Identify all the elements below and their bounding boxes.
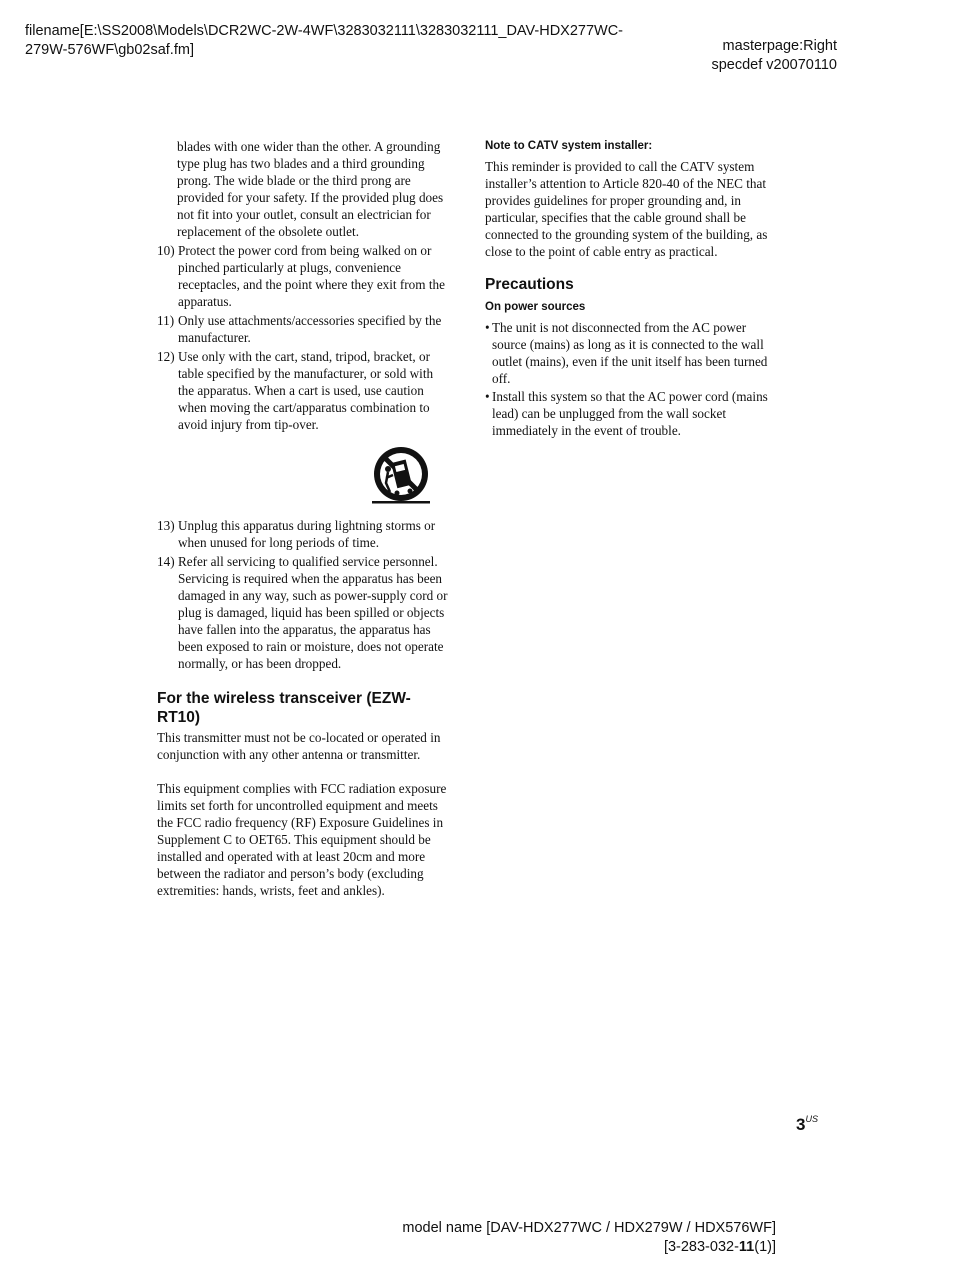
fcc-exposure-paragraph: This equipment complies with FCC radiation exposure limits set forth for uncontrolled equipment and meets the FCC radio frequency (RF) Exposure Guidelines in Supplement C to OET65. This equipment should be installed and operated with at least 20cm and more between the radiator and person’s body (excluding extremities: hands, wrists, feet and ankles). bbox=[157, 781, 447, 898]
masterpage-label: masterpage:Right bbox=[722, 38, 837, 54]
item-number: 11) bbox=[157, 313, 175, 328]
item-text: Only use attachments/accessories specified by the manufacturer. bbox=[178, 313, 442, 345]
item-text: Refer all servicing to qualified service personnel. Servicing is required when the apparatus has been damaged in any way, such as power-supply cord or plug is damaged, liquid has been spilled or objects have fallen into the apparatus, the apparatus has been exposed to rain or moisture, does not operate normally, or has been dropped. bbox=[178, 554, 448, 671]
footer bbox=[402, 1219, 776, 1257]
bullet-mark: • bbox=[485, 389, 490, 404]
item-number: 12) bbox=[157, 349, 175, 364]
list-item bbox=[157, 553, 452, 672]
list-item bbox=[157, 348, 452, 433]
code-suffix: (1)] bbox=[754, 1239, 776, 1255]
document-code bbox=[402, 1238, 776, 1257]
code-bold: 11 bbox=[738, 1239, 755, 1255]
bullet-mark: • bbox=[485, 320, 490, 335]
masterpage-header bbox=[711, 37, 837, 75]
code-prefix: [3-283-032- bbox=[663, 1239, 739, 1255]
item-number: 13) bbox=[157, 518, 175, 533]
right-column bbox=[485, 138, 780, 440]
list-item bbox=[157, 517, 452, 551]
specdef-label: specdef v20070110 bbox=[711, 57, 837, 73]
page-number bbox=[796, 1114, 818, 1135]
item-text: Protect the power cord from being walked on or pinched particularly at plugs, convenience receptacles, and the point where they exit from the apparatus. bbox=[178, 243, 445, 309]
page-number-suffix: US bbox=[805, 1114, 818, 1124]
list-item bbox=[485, 388, 780, 439]
model-name: model name [DAV-HDX277WC / HDX279W / HDX576WF] bbox=[402, 1220, 776, 1236]
item-text: Use only with the cart, stand, tripod, bracket, or table specified by the manufacturer, or sold with the apparatus. When a cart is used, use caution when moving the cart/apparatus combination to avoid injury from tip-over. bbox=[178, 349, 434, 432]
catv-paragraph: This reminder is provided to call the CATV system installer’s attention to Article 820-40 of the NEC that provides guidelines for proper grounding and, in particular, specifies that the cable ground shall be connected to the grounding system of the building, as close to the point of cable entry as practical. bbox=[485, 159, 768, 259]
filename-line-2: 279W-576WF\gb02saf.fm] bbox=[25, 42, 194, 58]
cart-warning-icon bbox=[370, 445, 432, 507]
item-text: Unplug this apparatus during lightning storms or when unused for long periods of time. bbox=[178, 518, 436, 550]
bullet-text: The unit is not disconnected from the AC power source (mains) as long as it is connected to the wall outlet (mains), even if the unit itself has been turned off. bbox=[492, 320, 768, 386]
filename-header bbox=[25, 22, 665, 60]
bullet-text: Install this system so that the AC power cord (mains lead) can be unplugged from the wall socket immediately in the event of trouble. bbox=[492, 389, 768, 438]
item-number: 14) bbox=[157, 554, 175, 569]
left-column bbox=[157, 138, 452, 899]
precautions-heading: Precautions bbox=[485, 276, 574, 293]
catv-heading: Note to CATV system installer: bbox=[485, 140, 653, 152]
list-item bbox=[485, 319, 780, 387]
list-item bbox=[157, 312, 452, 346]
power-sources-heading: On power sources bbox=[485, 301, 586, 313]
continued-paragraph: blades with one wider than the other. A grounding type plug has two blades and a third grounding prong. The wide blade or the third prong are provided for your safety. If the provided plug does not fit into your outlet, consult an electrician for replacement of the obsolete outlet. bbox=[177, 139, 444, 239]
list-item bbox=[157, 242, 452, 310]
wireless-paragraph: This transmitter must not be co-located or operated in conjunction with any other antenna or transmitter. bbox=[157, 730, 441, 762]
filename-line-1: filename[E:\SS2008\Models\DCR2WC-2W-4WF\3283032111\3283032111_DAV-HDX277WC- bbox=[25, 23, 624, 39]
item-number: 10) bbox=[157, 243, 175, 258]
wireless-heading: For the wireless transceiver (EZW-RT10) bbox=[157, 690, 411, 726]
page-number-value: 3 bbox=[796, 1115, 806, 1134]
